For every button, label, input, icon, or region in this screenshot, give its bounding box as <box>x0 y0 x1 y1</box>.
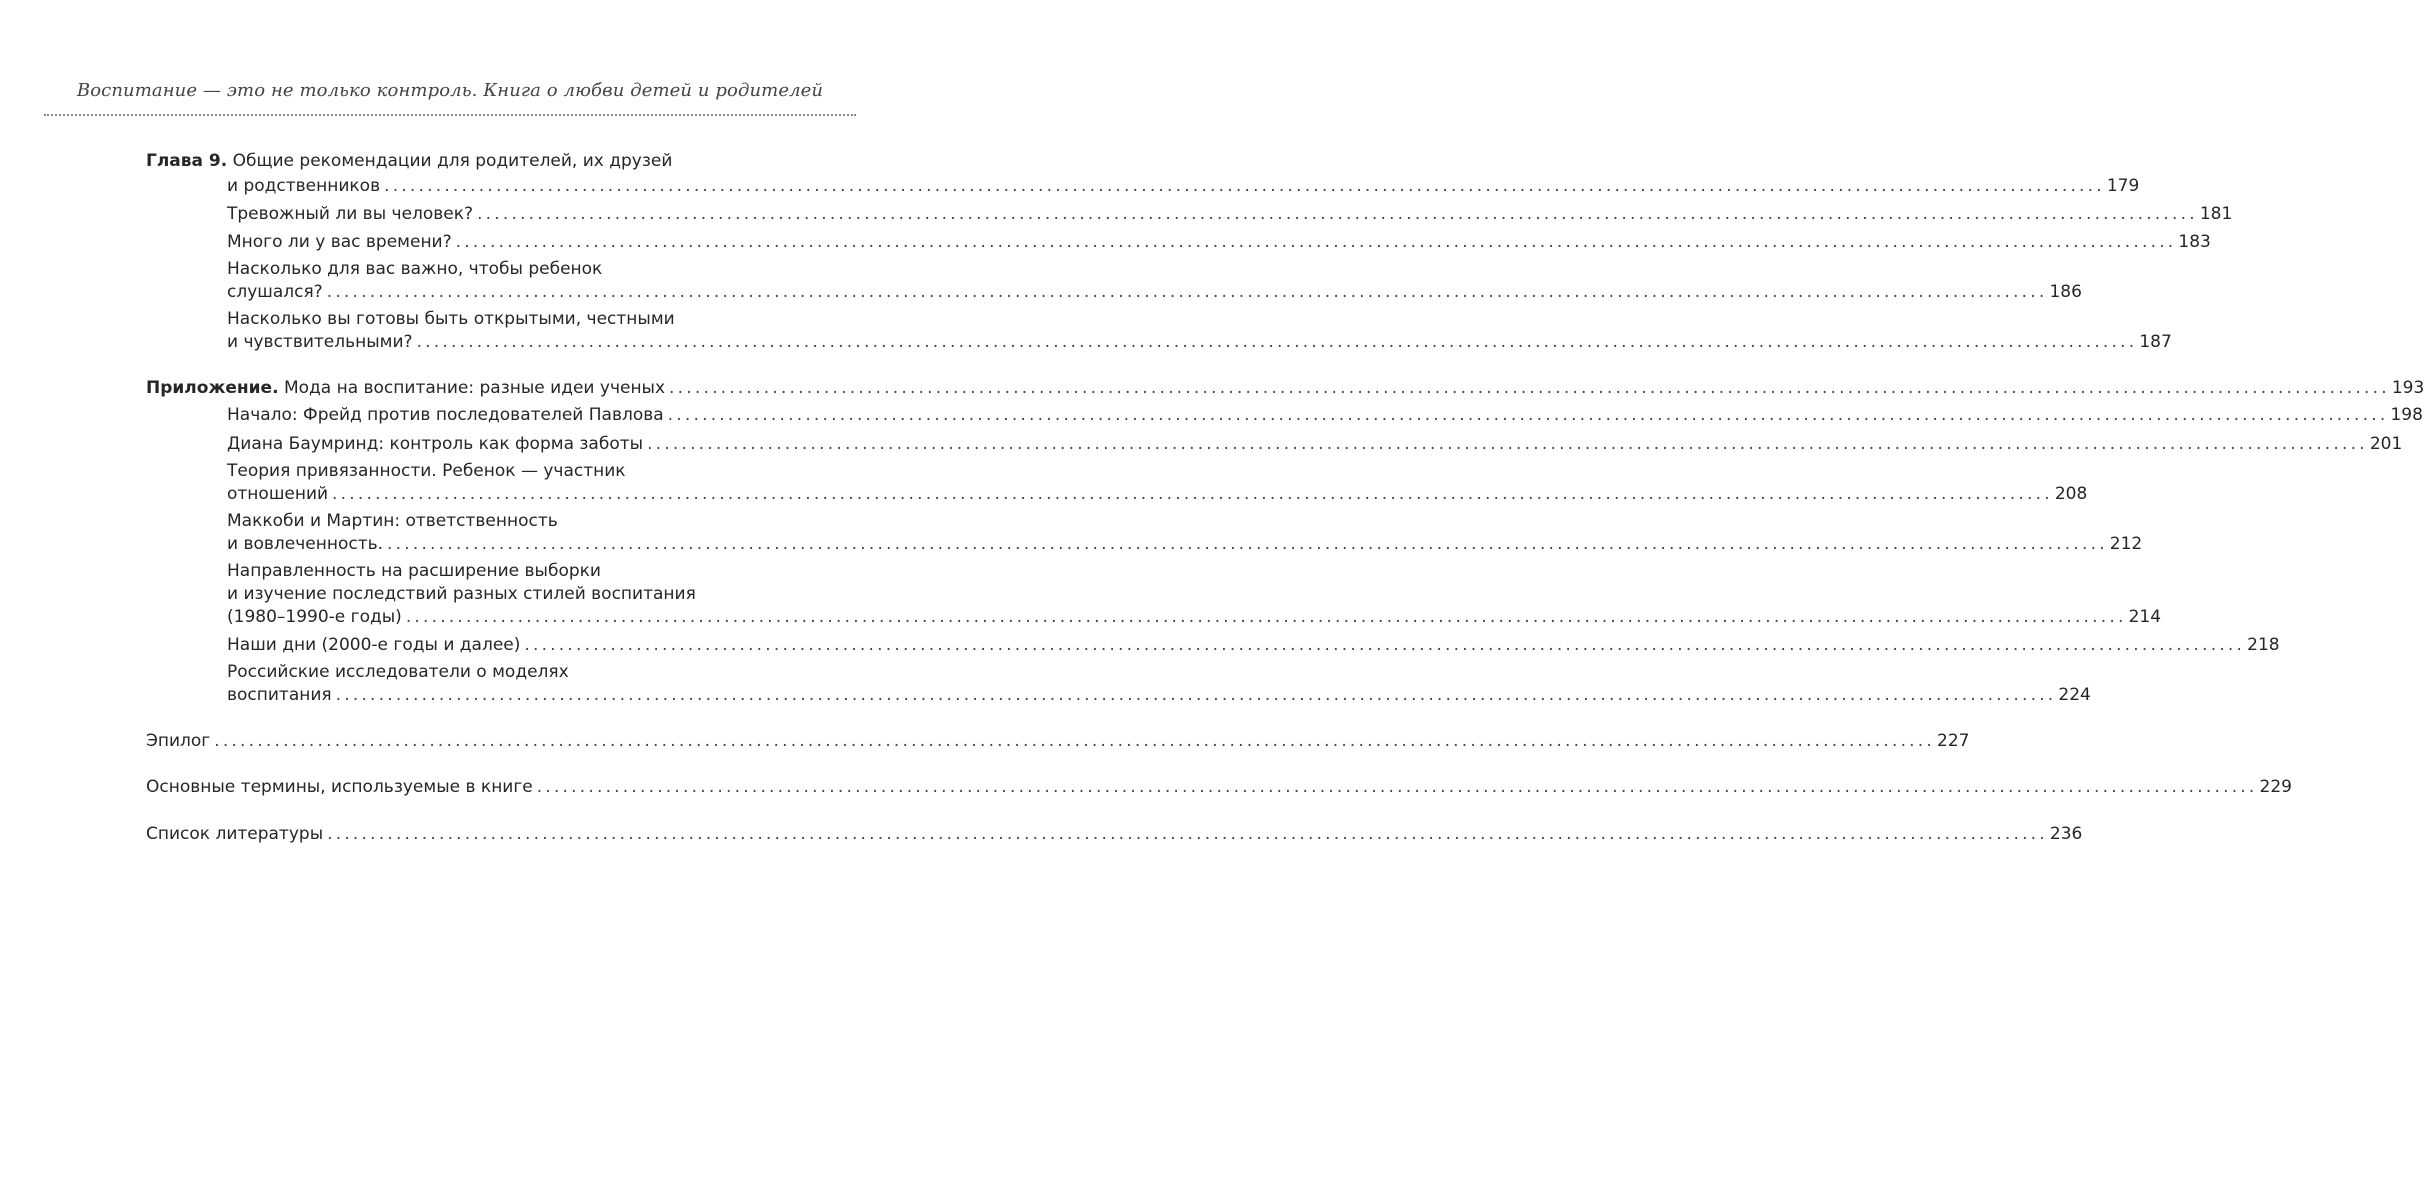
leader-dots: ........................................................................................................................................................................................................ <box>326 282 2048 302</box>
leader-dots: ........................................................................................................................................................................................................ <box>416 332 2138 352</box>
page-number: 193 <box>2391 378 2424 398</box>
entry-title-cont: слушался? <box>227 282 323 302</box>
toc-entry-line2[interactable] <box>227 682 2091 708</box>
entry-title: Основные термины, используемые в книге <box>146 777 533 797</box>
toc-entry[interactable] <box>227 431 2403 457</box>
page-number: 183 <box>2178 232 2211 252</box>
page-number: 236 <box>2049 824 2083 844</box>
leader-dots: ........................................................................................................................................................................................................ <box>214 731 1935 751</box>
page-number: 181 <box>2199 204 2233 224</box>
page-number: 224 <box>2058 685 2091 705</box>
entry-title: Диана Баумринд: контроль как форма заботы <box>227 434 644 454</box>
page-number: 212 <box>2109 534 2143 554</box>
leader-dots: ........................................................................................................................................................................................................ <box>524 635 2246 655</box>
leader-dots: ........................................................................................................................................................................................................ <box>384 176 2105 196</box>
leader-dots: ........................................................................................................................................................................................................ <box>405 607 2127 627</box>
entry-title-cont: отношений <box>227 484 329 504</box>
toc-entry-appendix[interactable] <box>146 375 2424 401</box>
entry-title: Тревожный ли вы человек? <box>227 204 474 224</box>
page-number: 214 <box>2128 607 2162 627</box>
page-number: 179 <box>2106 176 2140 196</box>
entry-title: Насколько вы готовы быть открытыми, честными <box>227 309 675 329</box>
entry-title: Наши дни (2000-е годы и далее) <box>227 635 521 655</box>
page-number: 186 <box>2049 282 2082 302</box>
toc-entry-references[interactable] <box>146 821 2083 847</box>
page-number: 218 <box>2247 635 2280 655</box>
entry-title: Эпилог <box>146 731 211 751</box>
toc-entry-line3[interactable] <box>227 604 2162 630</box>
entry-title: Начало: Фрейд против последователей Павлова <box>227 405 664 425</box>
leader-dots: ........................................................................................................................................................................................................ <box>455 232 2177 252</box>
appendix-label: Приложение. <box>146 378 279 398</box>
leader-dots: ........................................................................................................................................................................................................ <box>477 204 2198 224</box>
toc-entry-chapter9-line2[interactable] <box>227 173 2140 199</box>
entry-title: Направленность на расширение выборки <box>227 561 601 581</box>
running-head: Воспитание — это не только контроль. Книга о любви детей и родителей <box>76 80 824 101</box>
entry-title-cont: и вовлеченность. <box>227 534 384 554</box>
toc-entry-glossary[interactable] <box>146 774 2292 800</box>
leader-dots: ........................................................................................................................................................................................................ <box>335 685 2057 705</box>
toc-entry[interactable] <box>227 632 2280 658</box>
leader-dots: ........................................................................................................................................................................................................ <box>387 534 2108 554</box>
leader-dots: ........................................................................................................................................................................................................ <box>647 434 2368 454</box>
page-number: 208 <box>2054 484 2088 504</box>
entry-title: Теория привязанности. Ребенок — участник <box>227 461 626 481</box>
leader-dots: ........................................................................................................................................................................................................ <box>667 405 2389 425</box>
toc-entry[interactable] <box>227 229 2211 255</box>
toc-entry-line2[interactable] <box>227 531 2143 557</box>
entry-title-cont: и чувствительными? <box>227 332 413 352</box>
entry-title: Насколько для вас важно, чтобы ребенок <box>227 259 603 279</box>
toc-entry-line2[interactable] <box>227 481 2088 507</box>
toc-entry-line2[interactable] <box>227 279 2082 305</box>
entry-title-cont: (1980–1990-е годы) <box>227 607 402 627</box>
leader-dots: ........................................................................................................................................................................................................ <box>669 378 2390 398</box>
entry-title-cont: и изучение последствий разных стилей воспитания <box>227 584 696 604</box>
entry-title: Список литературы <box>146 824 324 844</box>
entry-title-cont: воспитания <box>227 685 332 705</box>
entry-title: Российские исследователи о моделях <box>227 662 569 682</box>
toc-entry[interactable] <box>227 402 2423 428</box>
page-number: 198 <box>2390 405 2423 425</box>
leader-dots: ........................................................................................................................................................................................................ <box>327 824 2048 844</box>
toc-entry-line2[interactable] <box>227 329 2172 355</box>
chapter-title-cont: и родственников <box>227 176 381 196</box>
page-number: 227 <box>1937 731 1970 751</box>
page-number: 187 <box>2139 332 2172 352</box>
chapter-label: Глава 9. <box>146 151 228 171</box>
appendix-title: Мода на воспитание: разные идеи ученых <box>283 378 666 398</box>
page-number: 229 <box>2259 777 2292 797</box>
toc-entry-chapter9-line1[interactable] <box>146 148 758 174</box>
appendix-heading <box>146 375 665 401</box>
entry-title: Много ли у вас времени? <box>227 232 452 252</box>
toc-entry[interactable] <box>227 201 2233 227</box>
leader-dots: ........................................................................................................................................................................................................ <box>536 777 2258 797</box>
entry-title: Маккоби и Мартин: ответственность <box>227 511 558 531</box>
page-number: 201 <box>2369 434 2403 454</box>
chapter-title: Общие рекомендации для родителей, их друзей <box>232 151 673 171</box>
leader-dots: ........................................................................................................................................................................................................ <box>332 484 2053 504</box>
toc-entry-epilogue[interactable] <box>146 728 1970 754</box>
